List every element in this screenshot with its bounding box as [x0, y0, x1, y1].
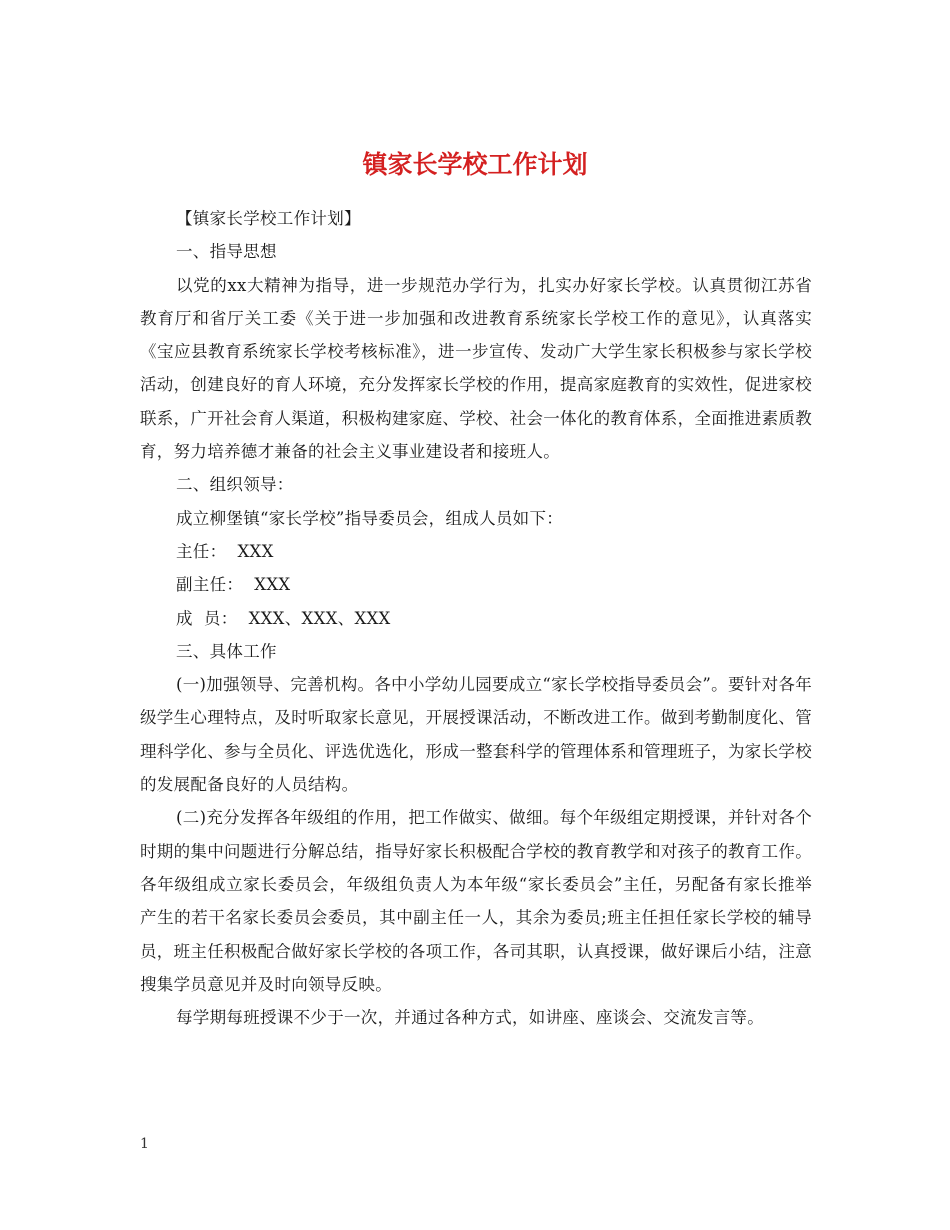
page-title: 镇家长学校工作计划: [362, 149, 588, 179]
paragraph-work-item-1: (一)加强领导、完善机构。各中小学幼儿园要成立“家长学校指导委员会”。要针对各年级学生心理特点，及时听取家长意见，开展授课活动，不断改进工作。做到考勤制度化、管理科学化、参与全员化、评选优选化，形成一整套科学的管理体系和管理班子，为家长学校的发展配备良好的人员结构。: [140, 675, 812, 795]
member-director: 主任： XXX: [176, 541, 274, 561]
section-heading-organization: 二、组织领导：: [176, 475, 294, 495]
paragraph-lecture-frequency: 每学期每班授课不少于一次，并通过各种方式，如讲座、座谈会、交流发言等。: [176, 1008, 764, 1028]
page-number: 1: [140, 1136, 149, 1152]
section-heading-bracket: 【镇家长学校工作计划】: [176, 209, 361, 228]
section-heading-specific-work: 三、具体工作: [176, 641, 277, 661]
document-body: [140, 202, 812, 1034]
member-deputy-director: 副主任： XXX: [176, 575, 291, 595]
section-heading-guiding-ideology: 一、指导思想: [176, 242, 277, 262]
member-members: 成 员： XXX、XXX、XXX: [176, 608, 391, 628]
paragraph-guiding-ideology: 以党的xx大精神为指导，进一步规范办学行为，扎实办好家长学校。认真贯彻江苏省教育厅和省厅关工委《关于进一步加强和改进教育系统家长学校工作的意见》，认真落实《宝应县教育系统家长学校考核标准》，进一步宣传、发动广大学生家长积极参与家长学校活动，创建良好的育人环境，充分发挥家长学校的作用，提高家庭教育的实效性，促进家校联系，广开社会育人渠道，积极构建家庭、学校、社会一体化的教育体系，全面推进素质教育，努力培养德才兼备的社会主义事业建设者和接班人。: [140, 275, 812, 462]
paragraph-committee: 成立柳堡镇“家长学校”指导委员会，组成人员如下：: [176, 508, 564, 528]
paragraph-work-item-2: (二)充分发挥各年级组的作用，把工作做实、做细。每个年级组定期授课，并针对各个时期的集中问题进行分解总结，指导好家长积极配合学校的教育教学和对孩子的教育工作。各年级组成立家长委员会，年级组负责人为本年级“家长委员会”主任，另配备有家长推举产生的若干名家长委员会委员，其中副主任一人，其余为委员;班主任担任家长学校的辅导员，班主任积极配合做好家长学校的各项工作，各司其职，认真授课，做好课后小结，注意搜集学员意见并及时向领导反映。: [140, 808, 812, 994]
